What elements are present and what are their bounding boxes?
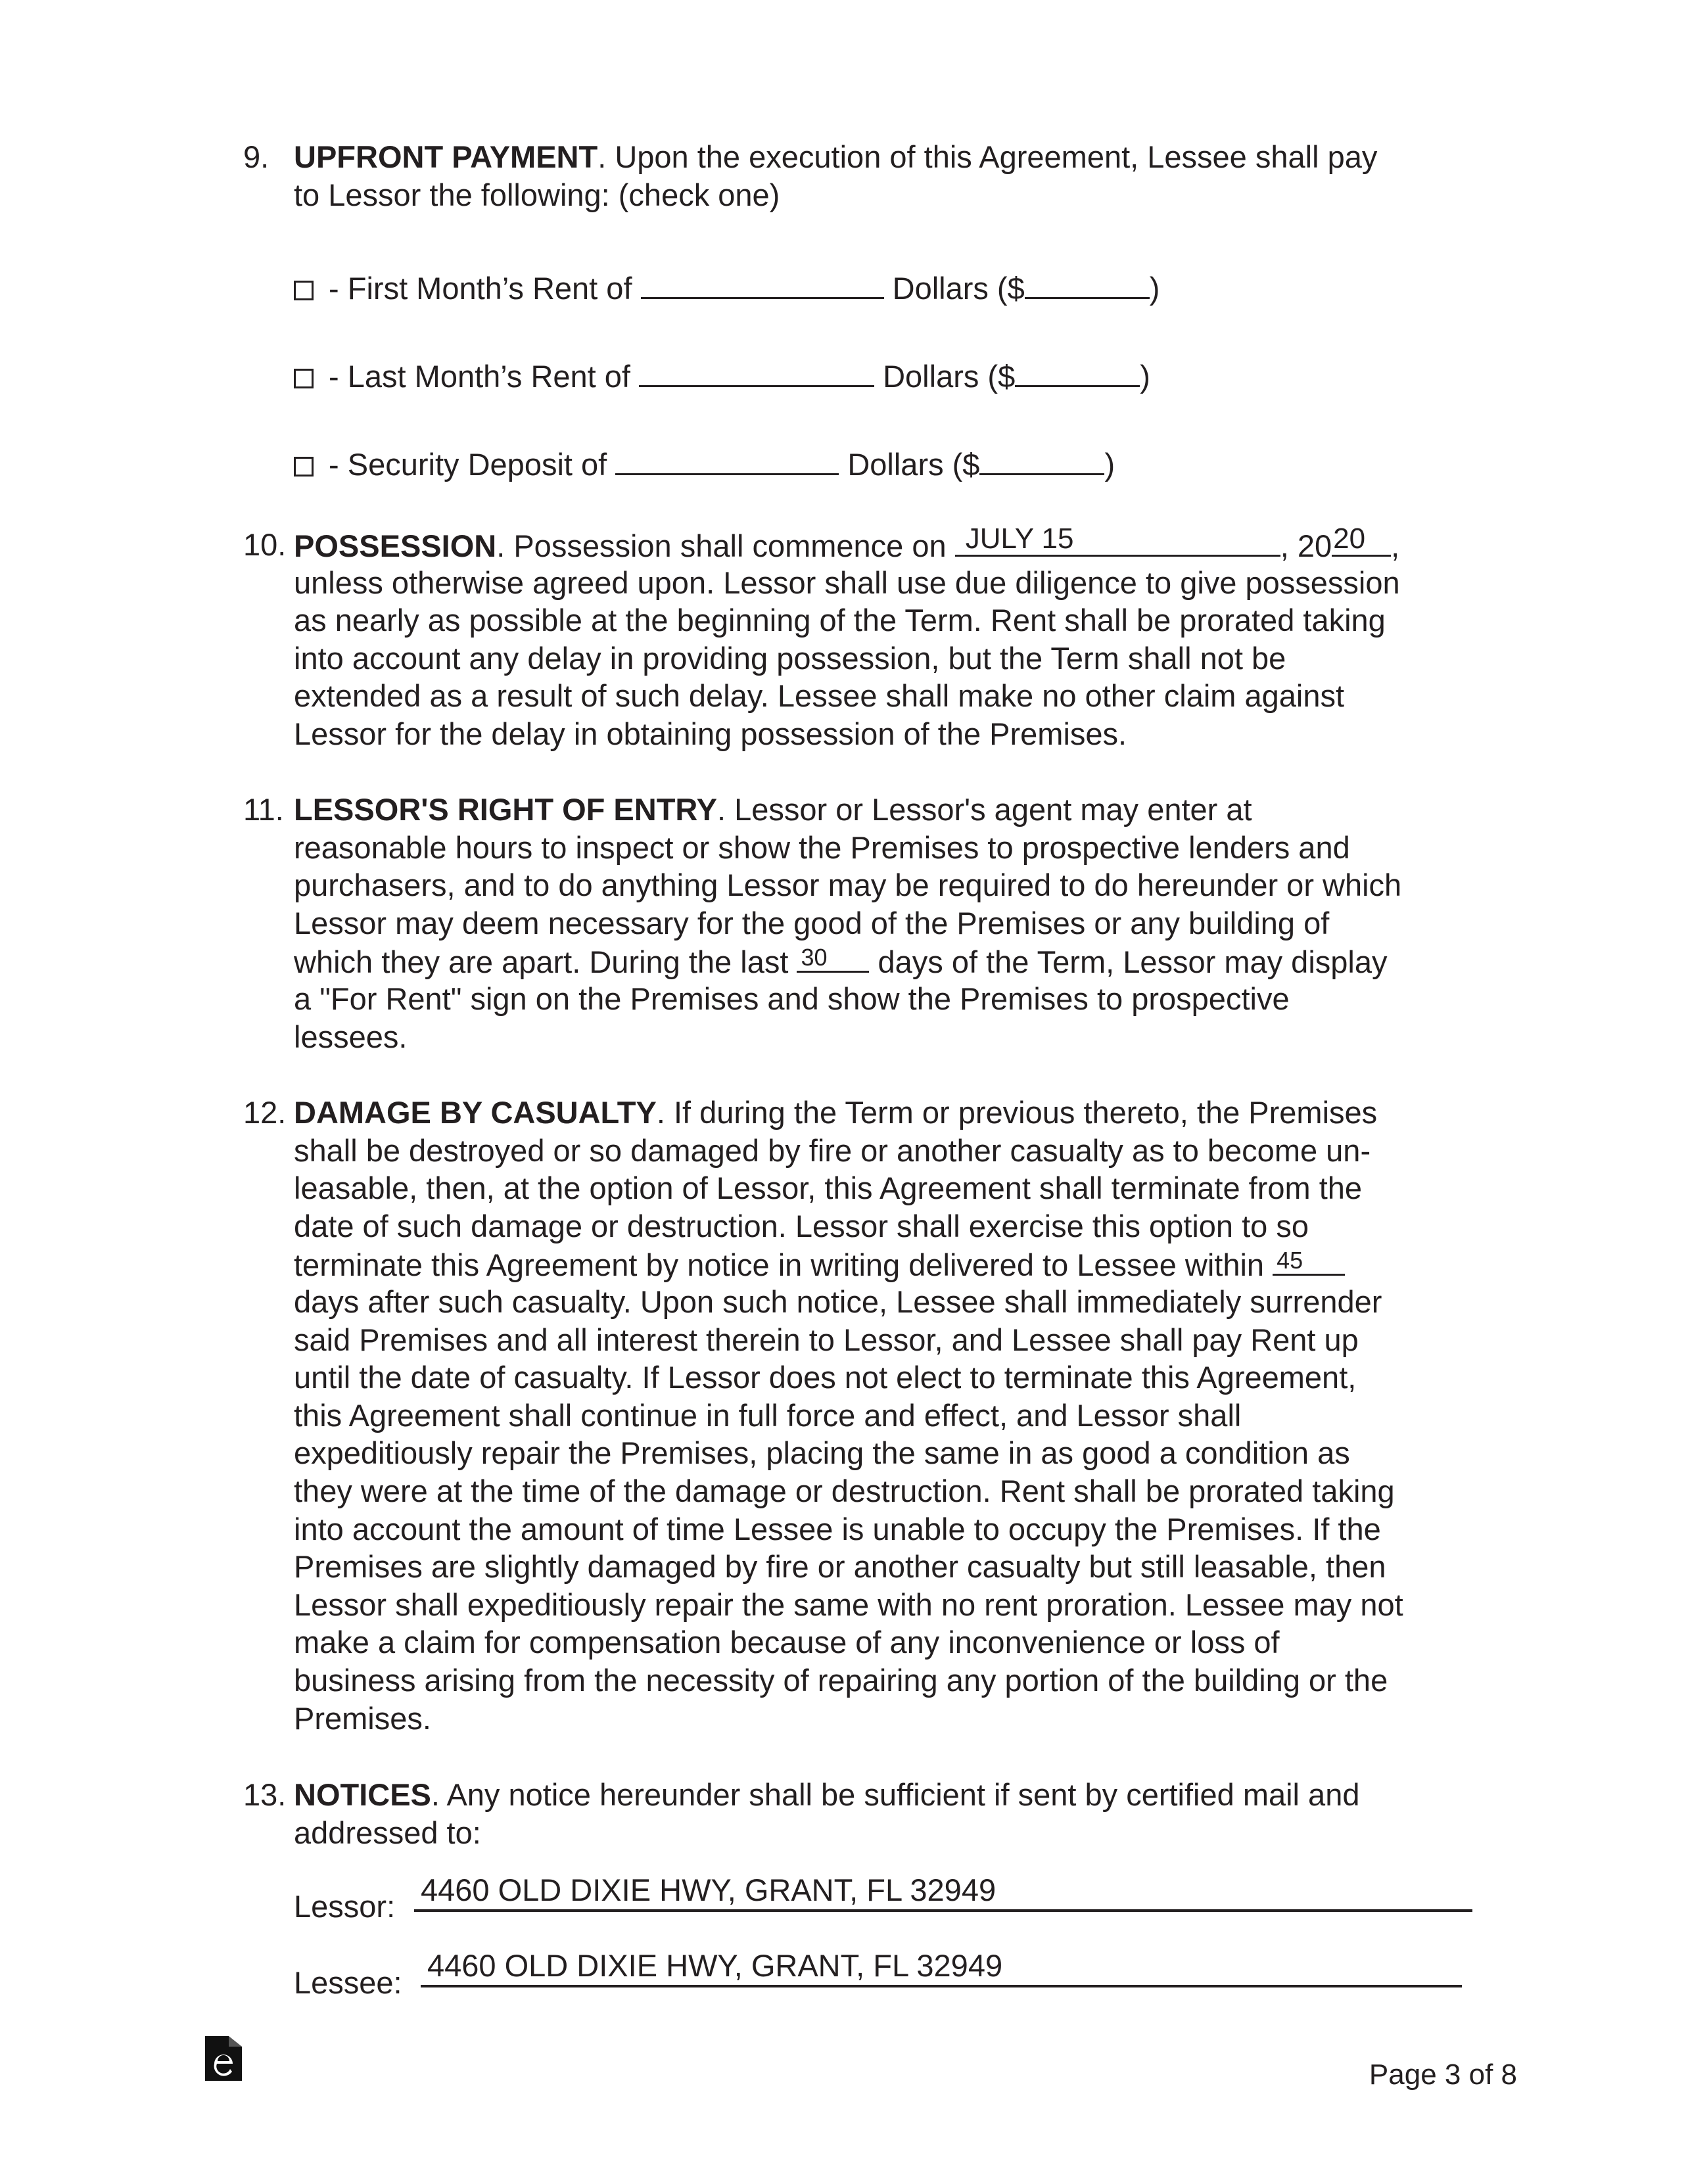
lessee-label: Lessee: (294, 1965, 402, 2000)
section-11-right-of-entry: LESSOR'S RIGHT OF ENTRY. Lessor or Lessor's agent may enter at reasonable hours to inspect or show the Premises to prospective lenders and purchasers, and to do anything Lessor may be required to do hereunder or which Lessor may deem necessary for the good of the Premises or any building of which they are apart. During the last 30 days of the Term, Lessor may display a "For Rent" sign on the Premises and show the Premises to prospective lessees. (294, 792, 1402, 1054)
option-last-month-rent: - Last Month’s Rent of Dollars ($ ) (294, 356, 1150, 396)
last-month-checkbox[interactable] (294, 369, 314, 388)
section-10-number: 10. (243, 527, 287, 562)
security-deposit-amount-words-field[interactable] (615, 444, 839, 475)
security-deposit-amount-field[interactable] (979, 444, 1104, 475)
termination-notice-days-field[interactable]: 45 (1273, 1245, 1345, 1276)
page-number: Page 3 of 8 (1369, 2058, 1517, 2091)
section-12-number: 12. (243, 1095, 287, 1130)
section-12-heading: DAMAGE BY CASUALTY (294, 1095, 657, 1130)
section-9-number: 9. (243, 139, 270, 174)
lessor-label: Lessor: (294, 1889, 396, 1924)
first-month-checkbox[interactable] (294, 281, 314, 300)
section-13-number: 13. (243, 1777, 287, 1812)
section-13-notices: NOTICES. Any notice hereunder shall be sufficient if sent by certified mail and addressed to: (294, 1777, 1360, 1850)
display-days-field[interactable]: 30 (797, 942, 869, 973)
section-9-heading: UPFRONT PAYMENT (294, 139, 598, 174)
possession-date-field[interactable]: JULY 15 (955, 526, 1280, 557)
section-11-heading: LESSOR'S RIGHT OF ENTRY (294, 792, 717, 827)
section-10-possession: POSSESSION. Possession shall commence on JULY 15 , 20 20 , unless otherwise agreed upon. Lessor shall use due diligence to give possession as nearly as possible at the beginning of the Term. Rent shall be prorated taking into account any delay in providing possession, but the Term shall not be extended as a result of such delay. Lessee shall make no other claim against Lessor for the delay in obtaining possession of the Premises. (294, 523, 1400, 751)
section-13-heading: NOTICES (294, 1777, 431, 1812)
option-security-deposit: - Security Deposit of Dollars ($ ) (294, 444, 1115, 484)
option-first-month-rent: - First Month’s Rent of Dollars ($ ) (294, 268, 1160, 308)
section-11-number: 11. (243, 792, 284, 827)
first-month-amount-field[interactable] (1025, 268, 1150, 299)
section-12-damage-by-casualty: DAMAGE BY CASUALTY. If during the Term or previous thereto, the Premises shall be destroyed or so damaged by fire or another casualty as to become un- leasable, then, at the option of Lessor, this Agreement shall terminate from the date of such damage or destruction. Lessor shall exercise this option to so terminate this Agreement by notice in writing delivered to Lessee within 45 days after such casualty. Upon such notice, Lessee shall immediately surrender said Premises and all interest therein to Lessor, and Lessee shall pay Rent up until the date of casualty. If Lessor does not elect to terminate this Agreement, this Agreement shall continue in full force and effect, and Lessor shall expeditiously repair the Premises, placing the same in as good a condition as they were at the time of the damage or destruction. Rent shall be prorated taking into account the amount of time Lessee is unable to occupy the Premises. If the Premises are slightly damaged by fire or another casualty but still leasable, then Lessor shall expeditiously repair the same with no rent proration. Lessee may not make a claim for compensation because of any inconvenience or loss of business arising from the necessity of repairing any portion of the building or the Premises. (294, 1095, 1403, 1736)
lessor-address-field[interactable] (414, 1872, 1472, 1912)
document-e-icon (205, 2031, 242, 2081)
lessee-address-value: 4460 OLD DIXIE HWY, GRANT, FL 32949 (427, 1948, 1003, 1983)
section-9-upfront-payment: UPFRONT PAYMENT. Upon the execution of this Agreement, Lessee shall pay to Lessor the following: (check one) (294, 139, 1378, 212)
last-month-amount-words-field[interactable] (639, 356, 874, 387)
first-month-amount-words-field[interactable] (641, 268, 884, 299)
section-10-heading: POSSESSION (294, 528, 497, 563)
lessor-address-value: 4460 OLD DIXIE HWY, GRANT, FL 32949 (421, 1872, 996, 1907)
last-month-amount-field[interactable] (1015, 356, 1140, 387)
security-deposit-checkbox[interactable] (294, 457, 314, 476)
possession-year-field[interactable]: 20 (1332, 526, 1391, 557)
lessee-address-field[interactable] (421, 1948, 1462, 1987)
